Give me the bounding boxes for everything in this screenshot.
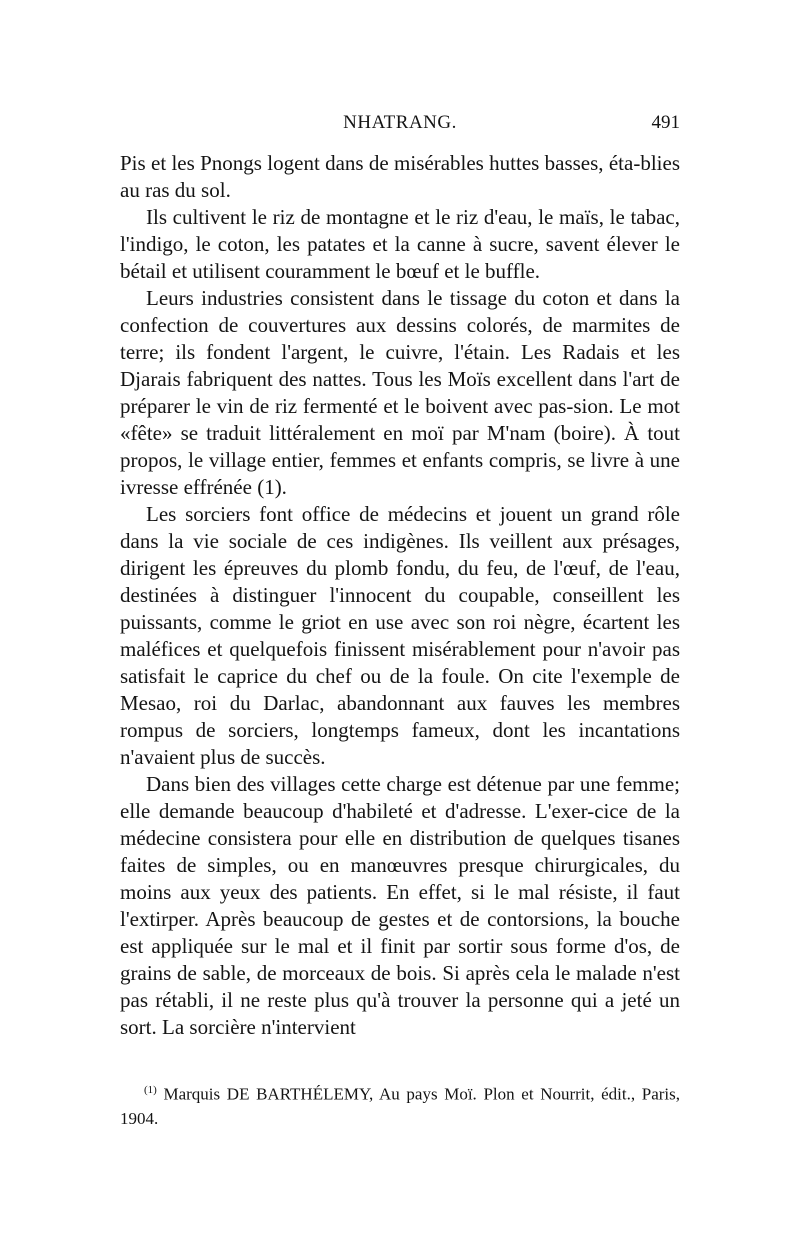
footnote (120, 1078, 680, 1131)
body-text (120, 150, 680, 1041)
paragraph: Leurs industries consistent dans le tissage du coton et dans la confection de couvertures aux dessins colorés, de marmites de terre; ils fondent l'argent, le cuivre, l'étain. Les Radais et les Djarais fabriquent des nattes. Tous les Moïs excellent dans l'art de préparer le vin de riz fermenté et le boivent avec pas-sion. Le mot «fête» se traduit littéralement en moï par M'nam (boire). À tout propos, le village entier, femmes et enfants compris, se livre à une ivresse effrénée (1). (120, 286, 680, 499)
running-title: NHATRANG. (343, 112, 457, 133)
book-page (120, 112, 680, 1041)
paragraph: Les sorciers font office de médecins et jouent un grand rôle dans la vie sociale de ces indigènes. Ils veillent aux présages, dirigent les épreuves du plomb fondu, du feu, de l'œuf, de l'eau, destinées à distinguer l'innocent du coupable, conseillent les puissants, comme le griot en use avec son roi nègre, écartent les maléfices et quelquefois finissent misérablement pour n'avoir pas satisfait le caprice du chef ou de la foule. On cite l'exemple de Mesao, roi du Darlac, abandonnant aux fauves les membres rompus de sorciers, longtemps fameux, dont les incantations n'avaient plus de succès. (120, 502, 680, 769)
paragraph: Pis et les Pnongs logent dans de misérables huttes basses, éta-blies au ras du sol. (120, 151, 680, 202)
paragraph: Ils cultivent le riz de montagne et le riz d'eau, le maïs, le tabac, l'indigo, le coton, les patates et la canne à sucre, savent élever le bétail et utilisent couramment le bœuf et le buffle. (120, 205, 680, 283)
page-number: 491 (651, 112, 680, 133)
page-header (120, 112, 680, 144)
paragraph: Dans bien des villages cette charge est détenue par une femme; elle demande beaucoup d'habileté et d'adresse. L'exer-cice de la médecine consistera pour elle en distribution de quelques tisanes faites de simples, ou en manœuvres presque chirurgicales, du moins aux yeux des patients. En effet, si le mal résiste, il faut l'extirper. Après beaucoup de gestes et de contorsions, la bouche est appliquée sur le mal et il finit par sortir sous forme d'os, de grains de sable, de morceaux de bois. Si après cela le malade n'est pas rétabli, il ne reste plus qu'à trouver la personne qui a jeté un sort. La sorcière n'intervient (120, 772, 680, 1039)
footnote-marker: (1) (144, 1084, 157, 1096)
footnote-text: Marquis DE BARTHÉLEMY, Au pays Moï. Plon et Nourrit, édit., Paris, 1904. (120, 1084, 681, 1128)
